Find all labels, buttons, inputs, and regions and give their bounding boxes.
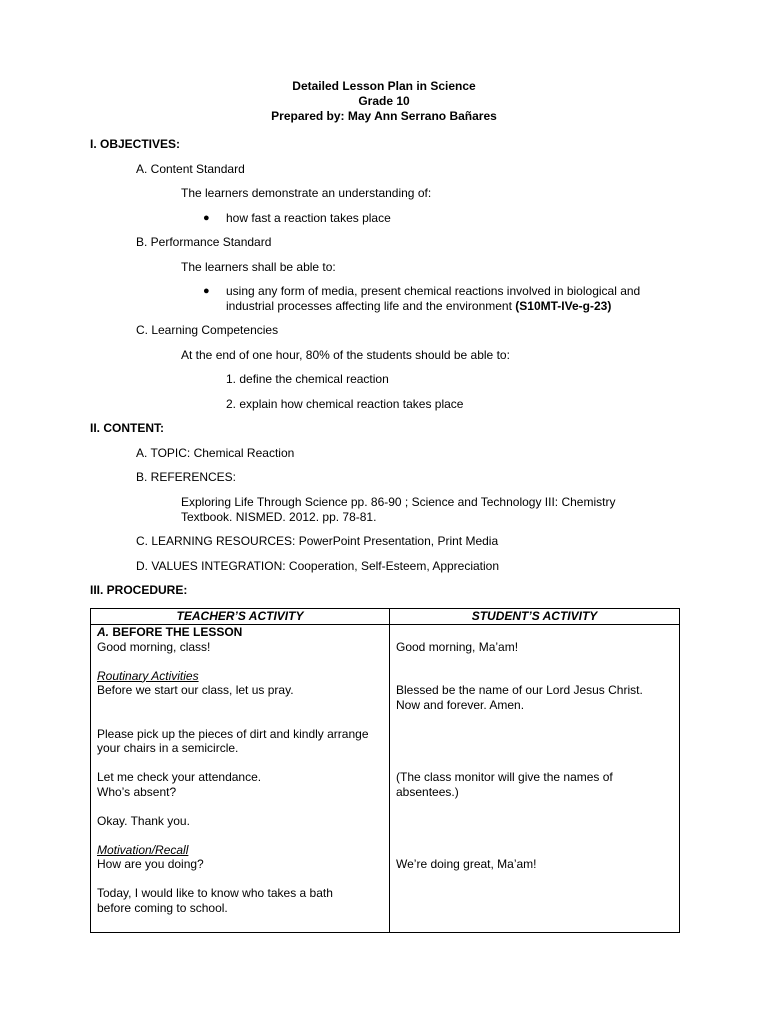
motivation-recall-label: Motivation/Recall xyxy=(97,842,189,857)
teacher-thanks: Okay. Thank you. xyxy=(97,813,190,828)
content-heading: II. CONTENT: xyxy=(90,421,164,435)
references-line-1: Exploring Life Through Science pp. 86-90 ; Science and Technology III: Chemistry xyxy=(181,495,616,509)
teacher-activity-header: TEACHER’S ACTIVITY xyxy=(91,609,390,625)
objectives-heading: I. OBJECTIVES: xyxy=(90,137,181,151)
teacher-dirt-line-2: your chairs in a semicircle. xyxy=(97,741,239,755)
performance-standard-text: industrial processes affecting life and the environment xyxy=(226,299,512,313)
competency-item-2: 2. explain how chemical reaction takes place xyxy=(226,397,464,411)
content-standard-bullet: how fast a reaction takes place xyxy=(226,211,391,225)
teacher-attendance-1: Let me check your attendance. xyxy=(97,770,262,784)
section-title xyxy=(97,625,383,640)
document-title: Detailed Lesson Plan in Science xyxy=(292,79,476,93)
section-title-text: BEFORE THE LESSON xyxy=(109,625,243,639)
content-standard-label: A. Content Standard xyxy=(136,162,245,176)
student-monitor-line-2: absentees.) xyxy=(396,784,459,799)
prepared-by: Prepared by: May Ann Serrano Bañares xyxy=(271,109,497,123)
student-doing: We’re doing great, Ma’am! xyxy=(396,857,537,871)
grade-level: Grade 10 xyxy=(358,94,410,108)
procedure-table xyxy=(90,608,680,933)
references-label: B. REFERENCES: xyxy=(136,470,237,484)
teacher-how: How are you doing? xyxy=(97,857,204,871)
teacher-bath-line-2: before coming to school. xyxy=(97,900,228,915)
teacher-pray: Before we start our class, let us pray. xyxy=(97,683,294,697)
bullet-icon: ● xyxy=(203,285,210,297)
student-activity-header: STUDENT’S ACTIVITY xyxy=(390,609,680,625)
bullet-icon: ● xyxy=(203,212,210,224)
section-letter: A. xyxy=(97,625,109,639)
student-greeting: Good morning, Ma’am! xyxy=(396,639,519,654)
content-standard-intro: The learners demonstrate an understanding of: xyxy=(181,186,432,200)
document-header xyxy=(0,79,768,124)
teacher-greeting: Good morning, class! xyxy=(97,639,211,654)
performance-standard-intro: The learners shall be able to: xyxy=(181,260,336,274)
performance-standard-label: B. Performance Standard xyxy=(136,235,272,249)
competency-code: (S10MT-IVe-g-23) xyxy=(515,299,612,313)
student-prayer-line-2: Now and forever. Amen. xyxy=(396,697,525,712)
teacher-activity-cell xyxy=(91,625,390,933)
procedure-table-header-row xyxy=(91,609,680,625)
procedure-heading: III. PROCEDURE: xyxy=(90,583,188,597)
values-integration: D. VALUES INTEGRATION: Cooperation, Self-Esteem, Appreciation xyxy=(136,559,500,573)
learning-resources: C. LEARNING RESOURCES: PowerPoint Presentation, Print Media xyxy=(136,534,499,548)
student-monitor-line-1: (The class monitor will give the names of xyxy=(396,770,613,784)
references-line-2: Textbook. NISMED. 2012. pp. 78-81. xyxy=(181,510,377,524)
routinary-activities-label: Routinary Activities xyxy=(97,668,199,683)
competency-item-1: 1. define the chemical reaction xyxy=(226,372,389,386)
student-activity-cell xyxy=(390,625,680,933)
performance-standard-bullet-line1: using any form of media, present chemical reactions involved in biological and xyxy=(226,284,641,298)
teacher-bath-line-1: Today, I would like to know who takes a bath xyxy=(97,886,333,900)
procedure-table-row xyxy=(91,625,680,933)
teacher-dirt-line-1: Please pick up the pieces of dirt and kindly arrange xyxy=(97,726,369,741)
performance-standard-bullet-line2 xyxy=(226,299,611,314)
content-topic: A. TOPIC: Chemical Reaction xyxy=(136,446,295,460)
student-prayer-line-1: Blessed be the name of our Lord Jesus Christ. xyxy=(396,683,643,697)
teacher-attendance-2: Who’s absent? xyxy=(97,784,177,799)
learning-competencies-intro: At the end of one hour, 80% of the students should be able to: xyxy=(181,348,510,362)
learning-competencies-label: C. Learning Competencies xyxy=(136,323,279,337)
